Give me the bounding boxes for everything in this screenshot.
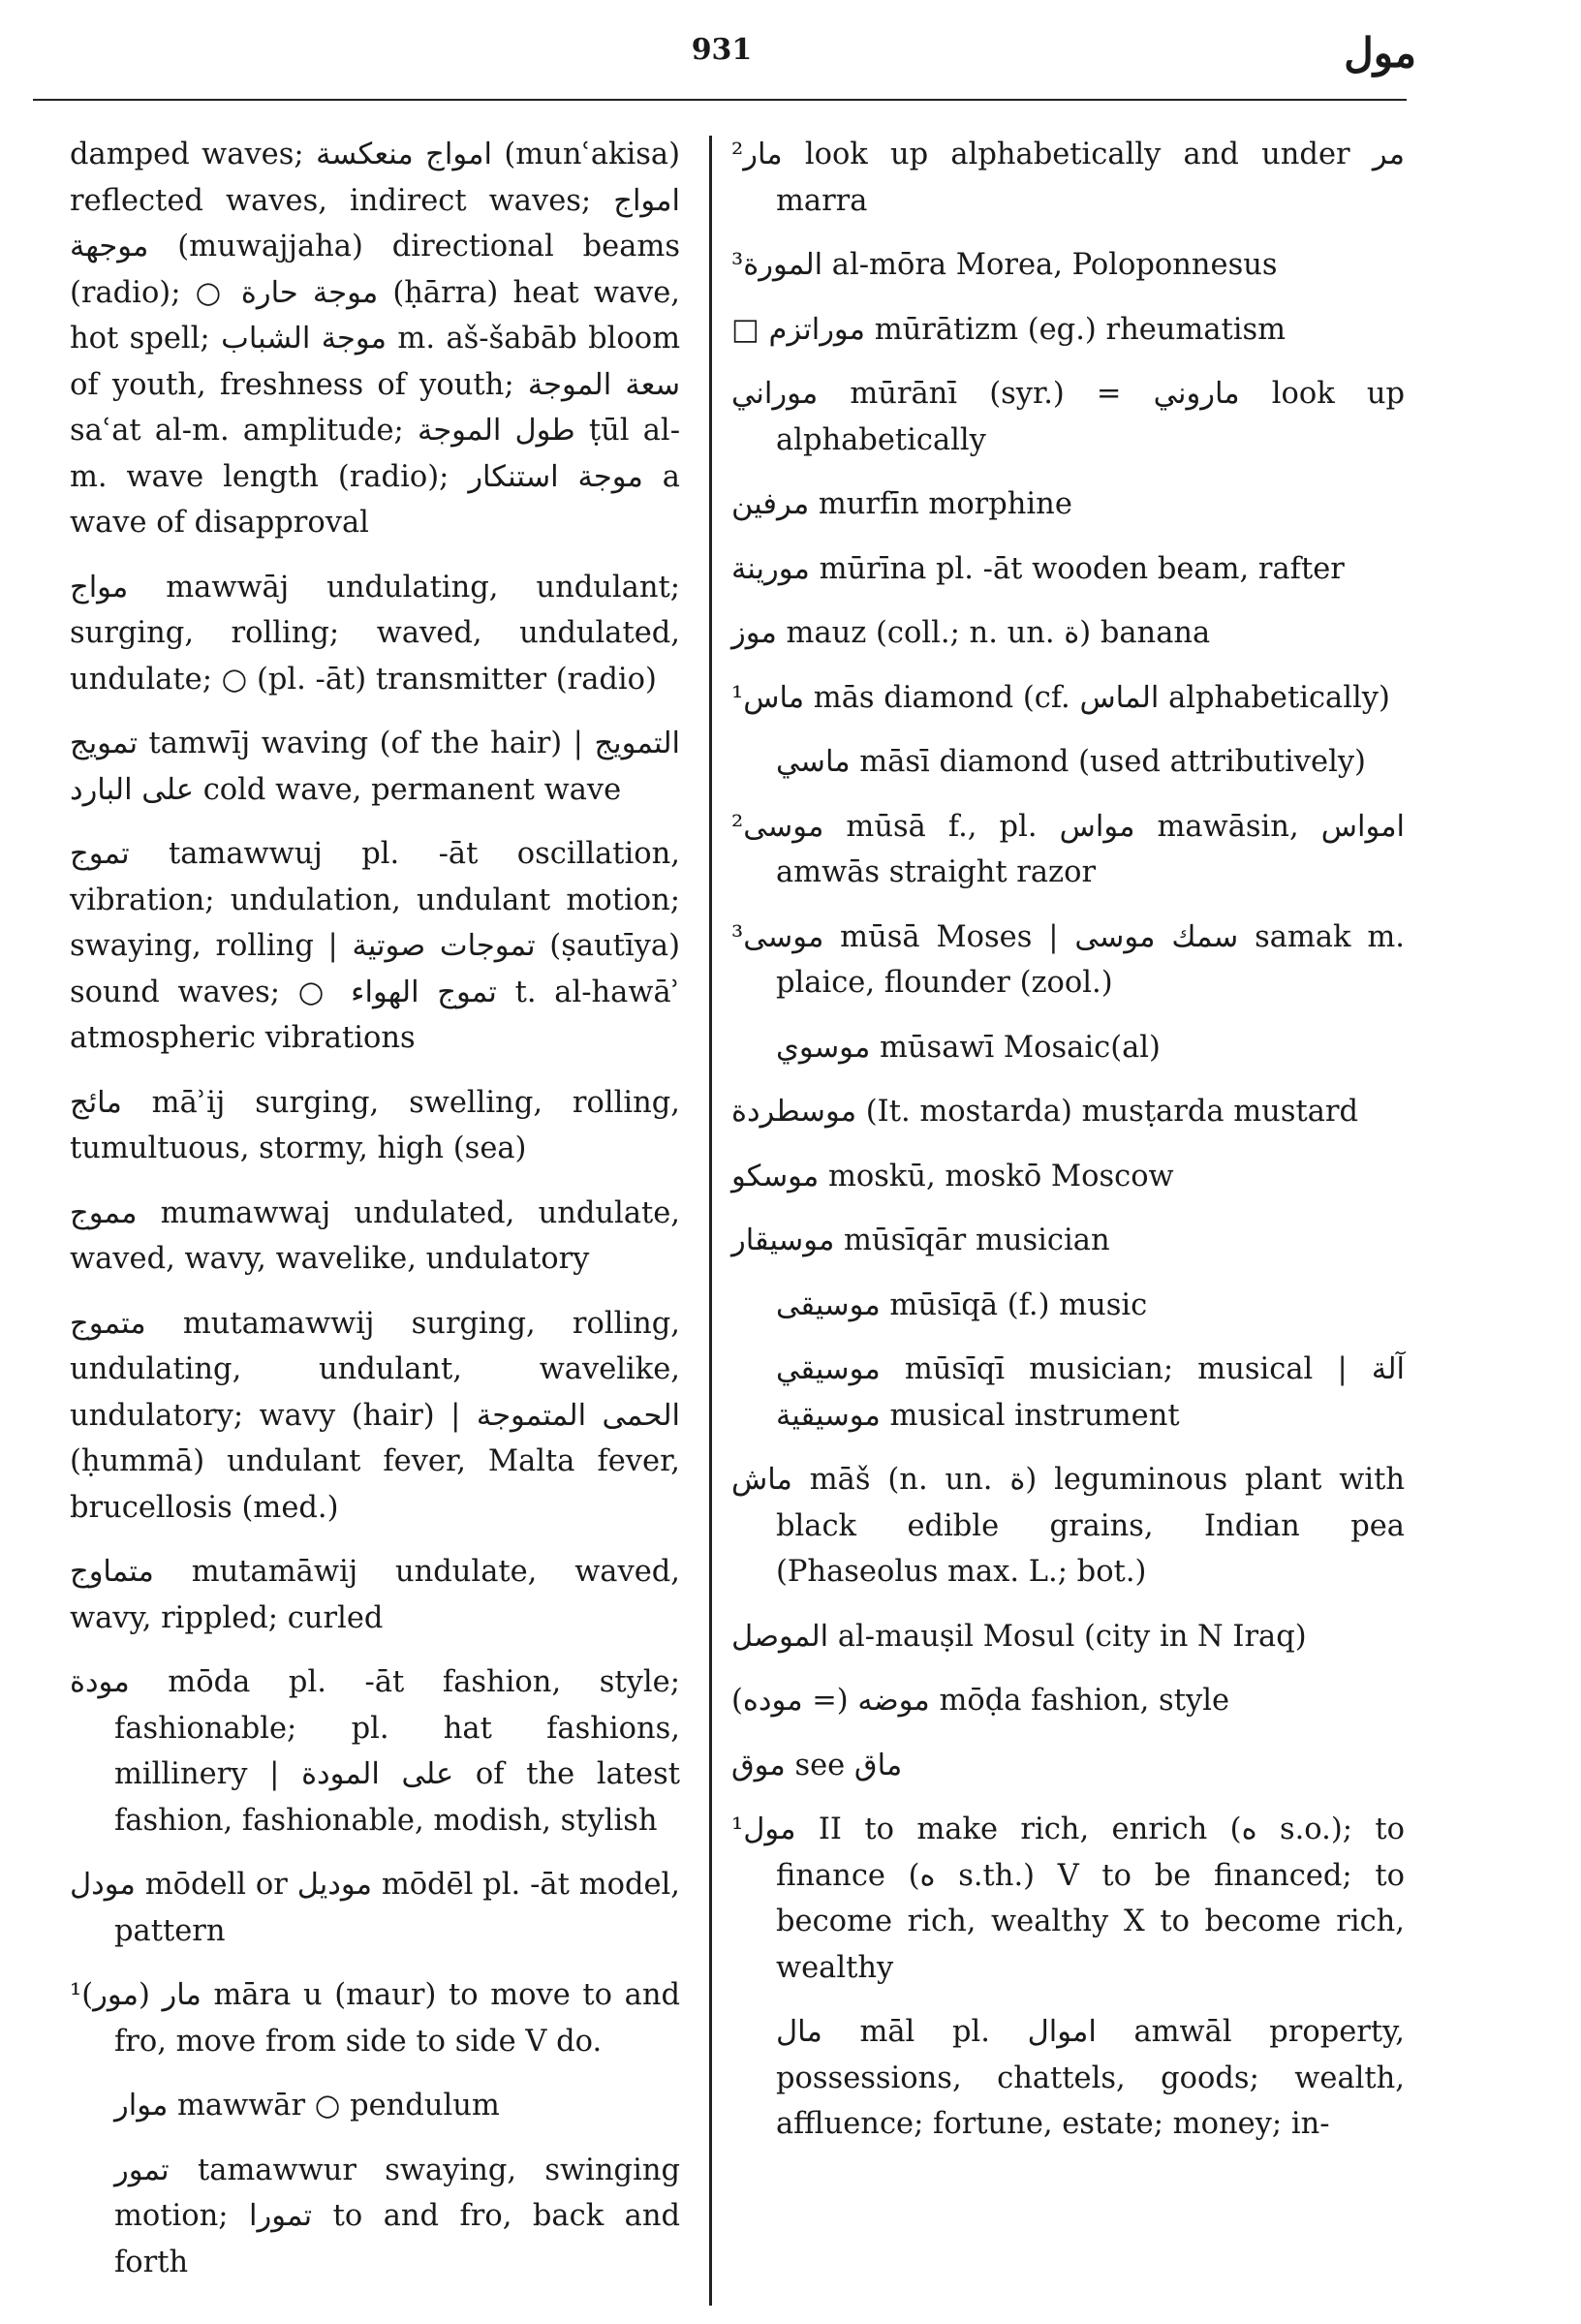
dictionary-entry: مموج mumawwaj undulated, undulate, waved, wavy, wavelike, undulatory — [70, 1195, 680, 1276]
dictionary-entry: موسيقار mūsīqār musician — [731, 1224, 1110, 1257]
running-head: مول — [1344, 29, 1416, 77]
dictionary-entry: ¹ماس mās diamond (cf. الماس alphabetically) — [731, 680, 1390, 715]
dictionary-entry: موضه (= موده) mōḍa fashion, style — [731, 1684, 1229, 1718]
dictionary-entry: ¹(مور) مار māra u (maur) to move to and fro, move from side to side V do. — [70, 1978, 680, 2059]
dictionary-entry: موار mawwār ○ pendulum — [114, 2089, 500, 2123]
dictionary-entry: متموج mutamawwij surging, rolling, undulating, undulant, wavelike, undulatory; wavy (hair) | الحمى المتموجة (ḥummā) undulant fever, Malta fever, brucellosis (med.) — [70, 1306, 680, 1525]
dictionary-entry: موسوي mūsawī Mosaic(al) — [776, 1030, 1161, 1065]
dictionary-entry: مرفين murfīn morphine — [731, 487, 1072, 521]
right-column — [731, 132, 1405, 2166]
dictionary-entry: موق see ماق — [731, 1748, 903, 1782]
dictionary-entry: متماوج mutamāwij undulate, waved, wavy, rippled; curled — [70, 1555, 680, 1635]
dictionary-entry: ماسي māsī diamond (used attributively) — [776, 745, 1366, 779]
dictionary-entry: ²مار look up alphabetically and under مر marra — [731, 138, 1405, 218]
dictionary-entry: موسطردة (It. mostarda) musṭarda mustard — [731, 1095, 1359, 1129]
dictionary-entry: موسيقى mūsīqā (f.) music — [776, 1287, 1148, 1322]
dictionary-entry: ماش māš (n. un. ة) leguminous plant with black edible grains, Indian pea (Phaseolus max. L.; bot.) — [731, 1463, 1405, 1589]
dictionary-entry: الموصل al-mauṣil Mosul (city in N Iraq) — [731, 1619, 1307, 1654]
dictionary-entry: تموج tamawwuj pl. -āt oscillation, vibration; undulation, undulant motion; swaying, rolling | تموجات صوتية (ṣautīya) sound waves; ○ تموج الهواء t. al-hawāʾ atmospheric vibrations — [70, 837, 680, 1055]
dictionary-entry: تمويج tamwīj waving (of the hair) | التمويج على البارد cold wave, permanent wave — [70, 727, 680, 807]
dictionary-entry: مورينة mūrīna pl. -āt wooden beam, rafter — [731, 551, 1345, 586]
dictionary-entry: □ موراتزم mūrātizm (eg.) rheumatism — [731, 312, 1286, 347]
dictionary-entry: موز mauz (coll.; n. un. ة) banana — [731, 616, 1211, 650]
left-column — [70, 132, 680, 2304]
dictionary-entry: موسكو moskū, moskō Moscow — [731, 1159, 1174, 1193]
dictionary-entry: damped waves; امواج منعكسة (munʿakisa) reflected waves, indirect waves; امواج موجهة (muwajjaha) directional beams (radio); ○ موجة حارة (ḥārra) heat wave, hot spell; موجة الشباب m. aš-šabāb bloom of youth, freshness of youth; سعة الموجة saʿat al-m. amplitude; طول الموجة ṭūl al-m. wave length (radio); موجة استنكار a wave of disapproval — [70, 138, 681, 540]
dictionary-entry: مائج māʾij surging, swelling, rolling, tumultuous, stormy, high (sea) — [70, 1085, 680, 1165]
header-rule — [33, 99, 1407, 101]
dictionary-entry: موراني mūrānī (syr.) = ماروني look up alphabetically — [731, 377, 1405, 457]
dictionary-entry: ¹مول II to make rich, enrich (ه s.o.); to finance (ه s.th.) V to be financed; to become rich, wealthy X to become rich, wealthy — [731, 1813, 1405, 1985]
dictionary-entry: مال māl pl. اموال amwāl property, possessions, chattels, goods; wealth, affluence; fortune, estate; money; in- — [776, 2015, 1406, 2141]
column-divider — [709, 136, 712, 2306]
dictionary-entry: تمور tamawwur swaying, swinging motion; تمورا to and fro, back and forth — [114, 2153, 680, 2279]
dictionary-entry: مواج mawwāj undulating, undulant; surging, rolling; waved, undulated, undulate; ○ (pl. -āt) transmitter (radio) — [70, 570, 680, 697]
dictionary-entry: ³المورة al-mōra Morea, Poloponnesus — [731, 248, 1278, 282]
dictionary-entry: ²موسى mūsā f., pl. مواس mawāsin, امواس amwās straight razor — [731, 809, 1406, 889]
dictionary-entry: مودل mōdell or موديل mōdēl pl. -āt model, pattern — [70, 1868, 680, 1948]
page-number: 931 — [691, 33, 753, 67]
dictionary-entry: مودة mōda pl. -āt fashion, style; fashionable; pl. hat fashions, millinery | على المودة of the latest fashion, fashionable, modish, stylish — [70, 1665, 680, 1838]
dictionary-entry: موسيقي mūsīqī musician; musical | آلة موسيقية musical instrument — [776, 1352, 1405, 1433]
dictionary-entry: ³موسى mūsā Moses | سمك موسى samak m. plaice, flounder (zool.) — [731, 919, 1405, 1000]
